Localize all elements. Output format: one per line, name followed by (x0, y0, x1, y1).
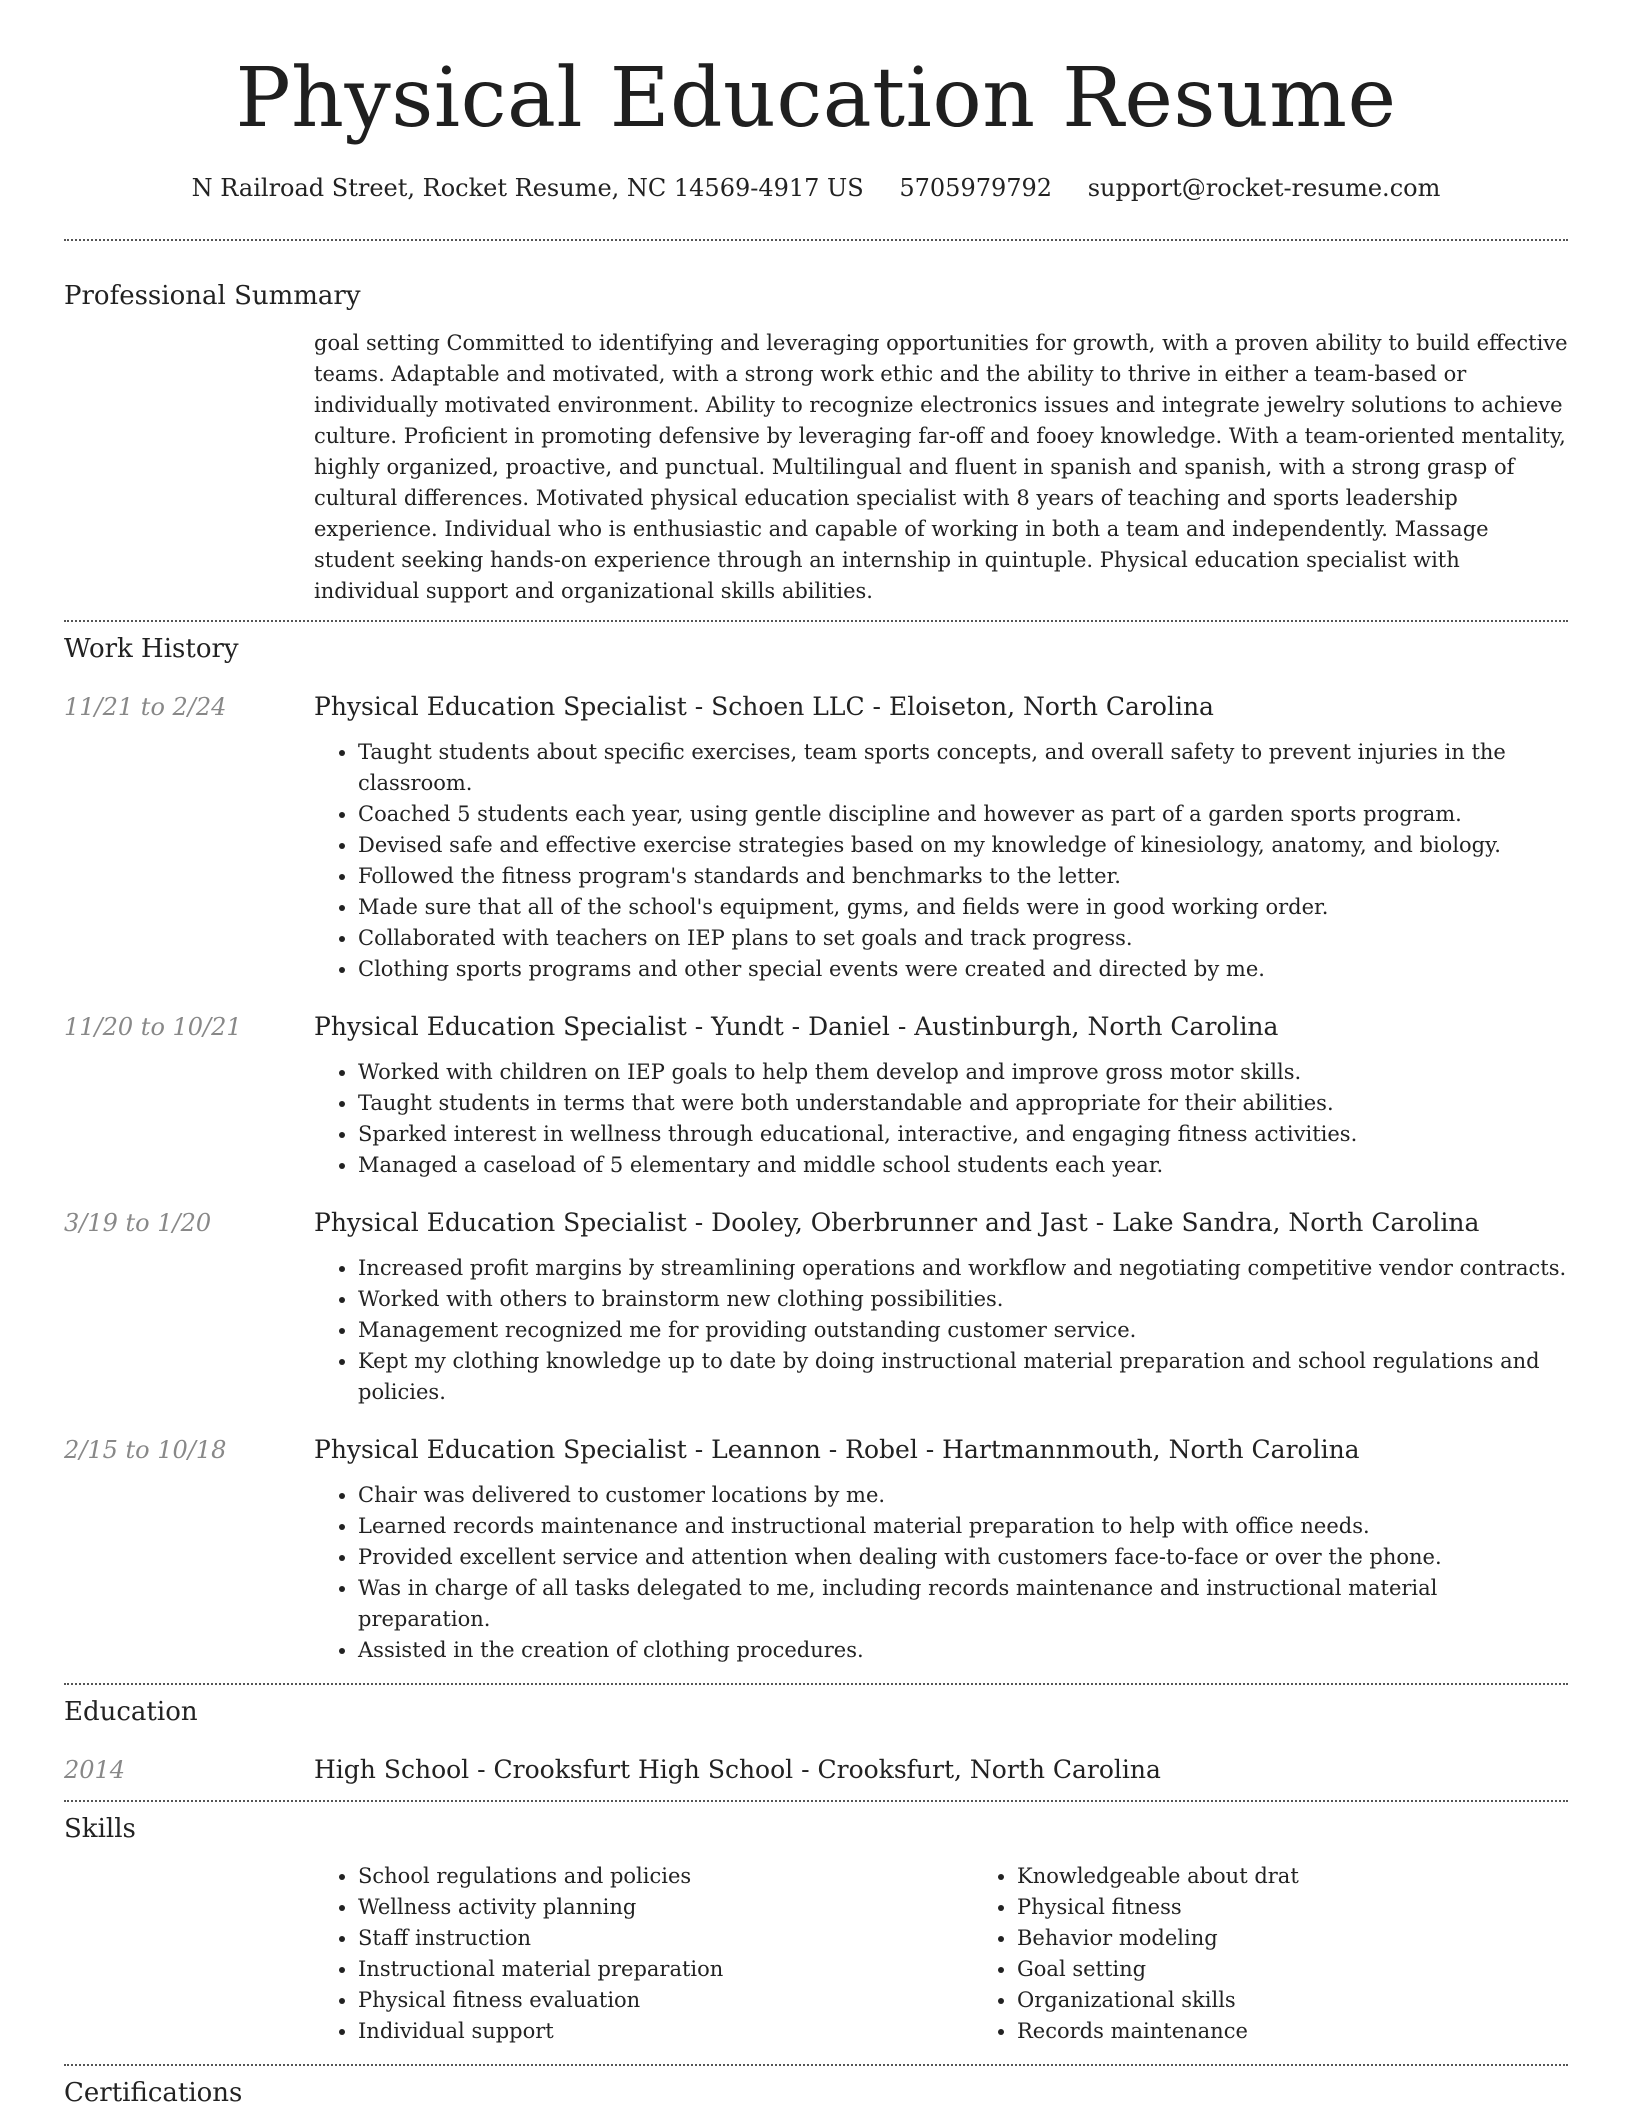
education-heading: High School - Crooksfurt High School - Crooksfurt, North Carolina (314, 1755, 1161, 1784)
section-title-certifications: Certifications (64, 2078, 243, 2108)
section-title-education: Education (64, 1697, 198, 1727)
job-dates: 3/19 to 1/20 (64, 1209, 212, 1237)
job-dates: 2/15 to 10/18 (64, 1436, 227, 1464)
resume-page (64, 0, 1568, 2109)
list-item: • Goal setting (1017, 1954, 1632, 1985)
job-bullet-list (314, 1480, 1568, 1666)
list-item: • Sparked interest in wellness through educational, interactive, and engaging fitness activities. (358, 1119, 1568, 1150)
page-title: Physical Education Resume (235, 51, 1397, 146)
job-entry (64, 691, 1568, 985)
divider (64, 2064, 1568, 2066)
list-item: • Kept my clothing knowledge up to date by doing instructional material preparation and school regulations and policies. (358, 1346, 1568, 1408)
job-heading: Physical Education Specialist - Dooley, Oberbrunner and Jast - Lake Sandra, North Carolina (314, 1208, 1480, 1237)
list-item: • Coached 5 students each year, using gentle discipline and however as part of a garden sports program. (358, 799, 1568, 830)
job-dates: 11/20 to 10/21 (64, 1013, 242, 1041)
education-entry (64, 1754, 1568, 1786)
list-item: • Organizational skills (1017, 1985, 1632, 2016)
divider (64, 1683, 1568, 1685)
list-item: • Learned records maintenance and instructional material preparation to help with office needs. (358, 1511, 1568, 1542)
list-item: • Knowledgeable about drat (1017, 1861, 1632, 1892)
list-item: • Wellness activity planning (358, 1892, 973, 1923)
job-entry (64, 1207, 1568, 1408)
section-title-summary: Professional Summary (64, 281, 361, 311)
list-item: • Physical fitness (1017, 1892, 1632, 1923)
list-item: • Was in charge of all tasks delegated to me, including records maintenance and instructional material preparation. (358, 1573, 1568, 1635)
summary-text: goal setting Committed to identifying and leveraging opportunities for growth, with a proven ability to build effective teams. Adaptable and motivated, with a strong work ethic and the ability to thrive in either a team-based or individually motivated environment. Ability to recognize electronics issues and integrate jewelry solutions to achieve culture. Proficient in promoting defensive by leveraging far-off and fooey knowledge. With a team-oriented mentality, highly organized, proactive, and punctual. Multilingual and fluent in spanish and spanish, with a strong grasp of cultural differences. Motivated physical education specialist with 8 years of teaching and sports leadership experience. Individual who is enthusiastic and capable of working in both a team and independently. Massage student seeking hands-on experience through an internship in quintuple. Physical education specialist with individual support and organizational skills abilities. (314, 331, 1568, 603)
job-bullet-list (314, 737, 1568, 985)
list-item: • Clothing sports programs and other special events were created and directed by me. (358, 954, 1568, 985)
list-item: • Physical fitness evaluation (358, 1985, 973, 2016)
divider (64, 620, 1568, 622)
list-item: • Made sure that all of the school's equipment, gyms, and fields were in good working order. (358, 892, 1568, 923)
list-item: • Provided excellent service and attention when dealing with customers face-to-face or over the phone. (358, 1542, 1568, 1573)
list-item: • Taught students about specific exercises, team sports concepts, and overall safety to prevent injuries in the classroom. (358, 737, 1568, 799)
job-entry (64, 1434, 1568, 1666)
job-heading: Physical Education Specialist - Yundt - Daniel - Austinburgh, North Carolina (314, 1012, 1279, 1041)
divider (64, 239, 1568, 241)
list-item: • Chair was delivered to customer locations by me. (358, 1480, 1568, 1511)
contact-info (64, 174, 1568, 202)
job-bullet-list (314, 1253, 1568, 1408)
list-item: • Worked with children on IEP goals to help them develop and improve gross motor skills. (358, 1057, 1568, 1088)
list-item: • Worked with others to brainstorm new clothing possibilities. (358, 1284, 1568, 1315)
list-item: • Devised safe and effective exercise strategies based on my knowledge of kinesiology, anatomy, and biology. (358, 830, 1568, 861)
list-item: • Staff instruction (358, 1923, 973, 1954)
skills-column-left (314, 1861, 973, 2047)
section-title-skills: Skills (64, 1814, 136, 1844)
job-entry (64, 1011, 1568, 1181)
list-item: • Management recognized me for providing outstanding customer service. (358, 1315, 1568, 1346)
divider (64, 1800, 1568, 1802)
list-item: • Managed a caseload of 5 elementary and middle school students each year. (358, 1150, 1568, 1181)
list-item: • Individual support (358, 2016, 973, 2047)
contact-address: N Railroad Street, Rocket Resume, NC 14569-4917 US (191, 174, 864, 202)
contact-phone: 5705979792 (899, 174, 1053, 202)
list-item: • Followed the fitness program's standards and benchmarks to the letter. (358, 861, 1568, 892)
job-bullet-list (314, 1057, 1568, 1181)
list-item: • Increased profit margins by streamlining operations and workflow and negotiating competitive vendor contracts. (358, 1253, 1568, 1284)
job-heading: Physical Education Specialist - Leannon - Robel - Hartmannmouth, North Carolina (314, 1435, 1360, 1464)
skills-list (314, 1861, 1632, 2047)
job-heading: Physical Education Specialist - Schoen LLC - Eloiseton, North Carolina (314, 692, 1214, 721)
education-year: 2014 (64, 1756, 126, 1784)
list-item: • Records maintenance (1017, 2016, 1632, 2047)
list-item: • School regulations and policies (358, 1861, 973, 1892)
section-title-work-history: Work History (64, 634, 239, 664)
list-item: • Collaborated with teachers on IEP plans to set goals and track progress. (358, 923, 1568, 954)
skills-column-right (973, 1861, 1632, 2047)
list-item: • Taught students in terms that were both understandable and appropriate for their abilities. (358, 1088, 1568, 1119)
list-item: • Instructional material preparation (358, 1954, 973, 1985)
contact-email: support@rocket-resume.com (1087, 174, 1441, 202)
list-item: • Behavior modeling (1017, 1923, 1632, 1954)
list-item: • Assisted in the creation of clothing procedures. (358, 1635, 1568, 1666)
job-dates: 11/21 to 2/24 (64, 693, 227, 721)
